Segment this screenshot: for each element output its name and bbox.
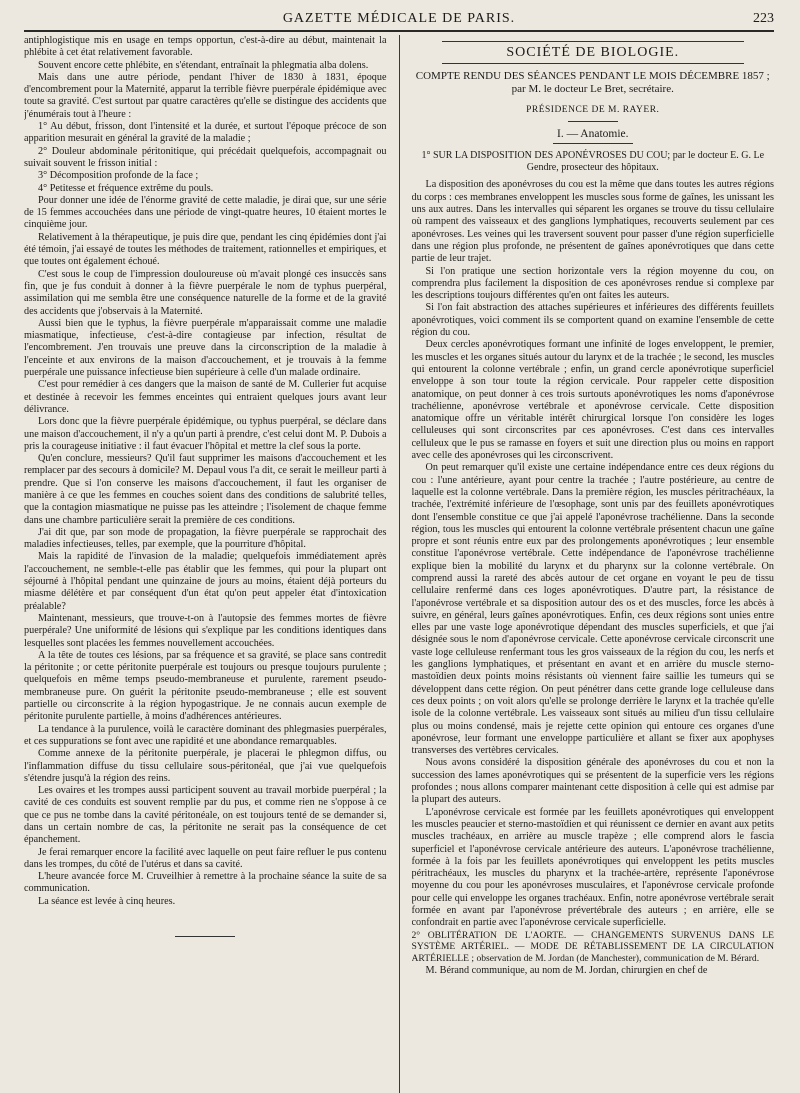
masthead: GAZETTE MÉDICALE DE PARIS.	[282, 11, 516, 26]
left-paragraph: La tendance à la purulence, voilà le caractère dominant des phlegmasies puerpérales, et ces suppurations se font avec une rapidité et une abondance remarquables.	[24, 723, 387, 747]
presidency-text: PRÉSIDENCE DE M. RAYER.	[526, 105, 660, 116]
right-paragraph: L'aponévrose cervicale est formée par les feuillets aponévrotiques qui enveloppent les muscles peaucier et sterno-mastoïdien et qui réunissent ce dernier en avant aux petits muscles trachéaux, en arrière au muscle trapèze ; elle comprend alors le fascia superficiel et l'aponévrose cervicale antérieure des auteurs. L'aponévrose trachélienne, formée à la fois par les feuillets aponévrotiques qui enveloppent les petits muscles péritrachéaux, les muscles du pharynx et la trachée-artère, représente l'aponévrose moyenne du cou pour les aponévroses musculaires, et l'aponévrose cervicale profonde pour celle qui enveloppe les organes trachéaux. Enfin, notre aponévrose vertébrale serait formée en avant par l'aponévrose prévertébrale des auteurs ; en arrière, elle se confondrait en partie avec l'aponévrose cervicale superficielle.	[411, 806, 775, 929]
right-paragraph: Deux cercles aponévrotiques formant une infinité de loges enveloppent, le premier, les muscles et les organes situés autour du larynx et de la trachée ; le second, les muscles qui entourent la colonne vertébrale ; enfin, un grand cercle aponévrotique superficiel enveloppe à son tour toute la région cervicale. Pour rappeler cette disposition anatomique, on peut donner à ces trois surtouts aponévrotiques les noms d'aponévrose trachélienne, aponévrose vertébrale et aponévrose cervicale. Cette disposition anatomique offre un véritable intérêt chirurgical lorsque l'on considère les loges celluleuses qui sont circonscrites par ces aponévroses. C'est dans ces intervalles celluleux que le pus se ramasse en foyers et suit une direction plus ou moins en rapport avec celle des aponévroses qui les circonscrivent.	[411, 339, 775, 462]
right-paragraph: Nous avons considéré la disposition générale des aponévroses du cou et non la succession des lames aponévrotiques qui se présentent de la superficie vers les régions profondes ; nous allons comparer maintenant cette disposition à celle qui est admise par la plupart des auteurs.	[411, 757, 775, 806]
left-paragraph: L'heure avancée force M. Cruveilhier à remettre à la prochaine séance la suite de sa communication.	[24, 871, 387, 895]
columns	[24, 35, 774, 1093]
right-paragraphs	[412, 179, 775, 929]
left-paragraph: C'est sous le coup de l'impression douloureuse où m'avait plongé ces insuccès sans fin, que je fus conduit à donner à la fièvre puerpérale le nom de typhus puerpéral, assimilation qui me sembla être une conséquence naturelle de la forme et de la gravité des accidents que j'observais à la Maternité.	[24, 268, 387, 317]
left-paragraph: J'ai dit que, par son mode de propagation, la fièvre puerpérale se rapprochait des maladies infectieuses, telles, par exemple, que la pourriture d'hôpital.	[24, 526, 387, 551]
left-paragraph: 2° Douleur abdominale péritonitique, qui précédait quelquefois, accompagnait ou suivait souvent le frisson initial :	[24, 145, 387, 169]
left-column	[24, 35, 387, 1093]
right-column	[412, 35, 775, 1093]
end-rule	[175, 936, 235, 937]
left-paragraph: 4° Petitesse et fréquence extrême du pouls.	[38, 182, 214, 194]
left-paragraph: C'est pour remédier à ces dangers que la maison de santé de M. Cullerier fut acquise et destinée à recevoir les femmes enceintes qui entraient quelques jours avant leur délivrance.	[24, 379, 387, 415]
left-paragraph: Maintenant, messieurs, que trouve-t-on à l'autopsie des femmes mortes de fièvre puerpérale? Une uniformité de lésions qui s'explique par les conditions identiques dans lesquelles sont placées les femmes nouvellement accouchées.	[24, 612, 387, 649]
left-paragraph: Lors donc que la fièvre puerpérale épidémique, ou typhus puerpéral, se déclare dans une maison d'accouchement, il n'y a qu'un parti à prendre, c'est celui dont M. P. Dubois a pris la courageuse initiative : il faut évacuer l'hôpital et mettre la clef sous la porte.	[24, 416, 387, 452]
presidency-line	[412, 104, 775, 121]
header-rule	[24, 30, 774, 32]
right-paragraph: On peut remarquer qu'il existe une certaine indépendance entre ces deux régions du cou : l'une antérieure, ayant pour centre la trachée ; l'autre postérieure, au centre de laquelle est la colonne vertébrale. Dans la première région, les muscles péritrachéaux, la trachée, l'extrémité inférieure de l'œsophage, sont unis par des feuillets aponévrotiques dont l'ensemble constitue ce que j'ai appelé l'aponévrose trachélienne. Dans la seconde région, tous les muscles qui entourent la colonne vertébrale présentent chacun une gaîne propre et sont réunis entre eux par des prolongements aponévrotiques ; leur ensemble constitue l'aponévrose vertébrale. Cette indépendance de l'aponévrose trachélienne explique bien la mobilité du larynx et du pharynx sur la colonne vertébrale. On comprend aussi la rareté des abcès autour de cet organe en voyant le peu de tissu cellulaire renfermé dans ces loges aponévrotiques. D'autre part, la résistance de l'aponévrose vertébrale et sa disposition autour des os et des muscles, force les abcès à suivre, en général, leurs gaînes aponévrotiques. Enfin, ces deux régions sont unies entre elles par une vaste loge aponévrotique dépendant des muscles superficiels, et que j'ai désignée sous le nom d'aponévrose cervicale. Cette aponévrose cervicale circonscrit une vaste loge celluleuse renfermant tous les gros vaisseaux de la région du cou, les nerfs et les ganglions lymphatiques, et présentant en avant et en arrière du muscle sterno-mastoïdien deux points moins résistants où viennent faire saillie les tumeurs qui se développent dans cette région. On peut pénétrer dans cette grande loge celluleuse dans ces deux points ; on voit alors qu'elle se prolonge derrière le larynx et la trachée qu'elle isole de la colonne vertébrale. Les vaisseaux sont situés au milieu d'un tissu cellulaire plus ou moins condensé, mais je rejette cette opinion qui entoure ces organes d'une aponévrose, leur formant une enveloppe particulière et allant se fixer aux apophyses transverses des vertèbres cervicales.	[411, 462, 775, 757]
right-paragraph: Si l'on pratique une section horizontale vers la région moyenne du cou, on comprendra plus facilement la disposition de ces aponévroses rendue si complexe par les descriptions toujours différentes qu'en ont faites les auteurs.	[411, 265, 775, 302]
left-paragraph: antiphlogistique mis en usage en temps opportun, c'est-à-dire au début, maintenait la phlébite à cet état relativement favorable.	[24, 35, 387, 59]
subsection-heading	[412, 128, 775, 144]
left-paragraph: Je ferai remarquer encore la facilité avec laquelle on peut faire refluer le pus contenu dans les trompes, du côté de l'utérus et dans sa cavité.	[24, 846, 387, 870]
right-paragraph: La disposition des aponévroses du cou est la même que dans toutes les autres régions du corps : ces membranes enveloppent les muscles sous forme de gaînes, les unissant les uns aux autres. Dans les intervalles qui séparent les organes se trouve du tissu cellulaire où rampent des vaisseaux et des ganglions lymphatiques, recouverts seulement par ces aponévroses. Les veines qui les traversent souvent pour passer d'une région superficielle dans une région plus profonde, ne présentent de gaînes aponévrotiques que dans cette partie de leur trajet.	[411, 179, 775, 265]
running-head	[24, 8, 774, 30]
column-divider	[399, 35, 400, 1093]
report-heading	[412, 70, 775, 96]
left-paragraph: Pour donner une idée de l'énorme gravité de cette maladie, je dirai que, sur une série de 15 femmes accouchées dans une période de vingt-quatre heures, 10 étaient mortes le cinquième jour.	[24, 194, 387, 231]
left-paragraph: 1° Au début, frisson, dont l'intensité et la durée, et surtout l'époque précoce de son apparition mesurait en général la gravité de la maladie ;	[24, 121, 387, 145]
left-paragraph: Qu'en conclure, messieurs? Qu'il faut supprimer les maisons d'accouchement et les remplacer par des secours à domicile? M. Depaul vous l'a dit, ce serait le meilleur parti à prendre. Que si l'on conserve les maisons d'accouchement, il faut les organiser de manière à ce que les femmes en couches soient dans des conditions de salubrité telles, que la contagion miasmatique ne puisse pas les atteindre ; l'isolement de chaque femme dans une chambre particulière serait la première de ces conditions.	[24, 453, 387, 526]
left-paragraph: La séance est levée à cinq heures.	[38, 895, 176, 907]
left-paragraph: Relativement à la thérapeutique, je puis dire que, pendant les cinq épidémies dont j'ai été témoin, j'ai essayé de toutes les méthodes de traitement, rationnelles et empiriques, et que toutes ont également échoué.	[24, 231, 387, 268]
left-paragraphs	[24, 35, 387, 908]
left-paragraph: 3° Décomposition profonde de la face ;	[38, 170, 199, 182]
page-number: 223	[753, 11, 774, 26]
right-paragraph: Si l'on fait abstraction des attaches supérieures et inférieures des différents feuillets aponévrotiques, voici comment ils se comportent quand on examine l'ensemble de cette région du cou.	[411, 302, 775, 339]
left-paragraph: Les ovaires et les trompes aussi participent souvent au travail morbide puerpéral ; la cavité de ces conduits est souvent remplie par du pus, et comme rien ne s'oppose à ce que ce pus ne tombe dans la cavité péritonéale, on est toujours tenté de se demander si, dans un certain nombre de cas, la péritonite ne serait pas la conséquence de cet épanchement.	[24, 785, 387, 846]
presidency-rule	[568, 121, 618, 122]
left-paragraph: Souvent encore cette phlébite, en s'étendant, entraînait la phlegmatia alba dolens.	[38, 59, 369, 71]
final-paragraph: M. Bérand communique, au nom de M. Jordan, chirurgien en chef de	[425, 964, 708, 976]
left-paragraph: Mais dans une autre période, pendant l'hiver de 1830 à 1831, époque d'encombrement pour la Maternité, apparut la terrible fièvre puerpérale épidémique avec toute sa gravité. C'est surtout par quatre caractères qu'elle se distingue des accidents que j'énumérais tout à l'heure :	[24, 71, 387, 120]
report-line-1: COMPTE RENDU DES SÉANCES PENDANT LE MOIS DÉCEMBRE 1857 ;	[415, 70, 770, 83]
report-line-2: par M. le docteur Le Bret, secrétaire.	[511, 83, 674, 96]
article2-title: 2° OBLITÉRATION DE L'AORTE. — CHANGEMENTS SURVENUS DANS LE SYSTÈME ARTÉRIEL. — MODE DE RÉTABLISSEMENT DE LA CIRCULATION ARTÉRIELLE ; observation de M. Jordan (de Manchester), communication de M. Bérard.	[411, 929, 775, 965]
left-paragraph: Comme annexe de la péritonite puerpérale, je placerai le phlegmon diffus, ou l'inflammation diffuse du tissu cellulaire sous-péritonéal, que j'ai vue quelquefois s'étendre jusqu'à la région des reins.	[24, 748, 387, 784]
left-paragraph: Aussi bien que le typhus, la fièvre puerpérale m'apparaissait comme une maladie miasmatique, infectieuse, c'est-à-dire contagieuse par infection, résultat de l'encombrement. J'en trouvais une preuve dans la circonscription de la maladie à l'enceinte et aux environs de la maison d'accouchement, et je trouvais à la femme puerpérale une puissance infectieuse bien supérieure à celle d'un malade ordinaire.	[24, 317, 387, 379]
subsection-rule	[553, 143, 633, 144]
left-paragraph: A la tête de toutes ces lésions, par sa fréquence et sa gravité, se place sans contredit la péritonite ; or cette péritonite puerpérale est toujours ou presque toujours purulente ; quelquefois en même temps pseudo-membraneuse et purulente, rarement pseudo-membraneuse pure. On guérit la péritonite pseudo-membraneuse ; elle est souvent partielle ou circonscrite à la région hypogastrique. Je ne connais aucun exemple de péritonite purulente partielle, à moins d'adhérences antérieures.	[24, 649, 387, 723]
left-paragraph: Mais la rapidité de l'invasion de la maladie; quelquefois immédiatement après l'accouchement, ne semble-t-elle pas établir que les femmes, qui pour la plupart ont séjourné à l'hôpital pendant une quinzaine de jours au moins, étaient déjà porteurs du miasme délétère et par conséquent d'un état qu'on peut appeler état d'intoxication préalable?	[24, 551, 387, 612]
subsection-text: I. — Anatomie.	[556, 127, 629, 140]
section-title: SOCIÉTÉ DE BIOLOGIE.	[442, 41, 745, 64]
article-title: 1° SUR LA DISPOSITION DES APONÉVROSES DU COU; par le docteur E. G. Le Gendre, prosecteur des hôpitaux.	[421, 149, 765, 174]
